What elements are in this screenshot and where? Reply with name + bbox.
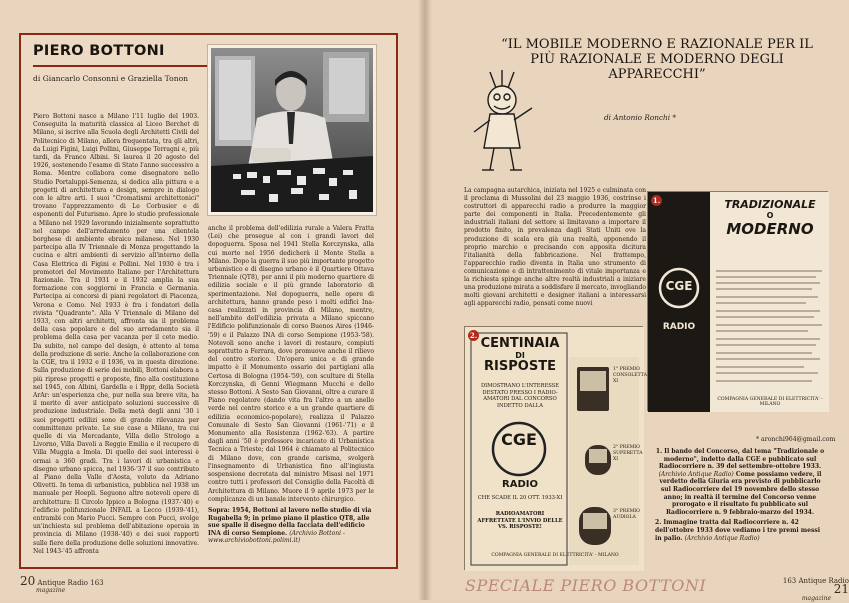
right-article-author: di Antonio Ronchi * — [604, 113, 677, 122]
note-1-extra: Come possiamo vedere, il verdetto della Giuria era previsto di pubblicarlo sul Radiocorriere del 19 novembre dello stesso anno; in realtà il termine del Concorso venne prorogato e il risultato fu pubblicato sul Radiocorriere n. 9 febbraio-marzo del 1934. — [659, 470, 822, 516]
article-authors: di Giancarlo Consonni e Graziella Tonon — [33, 74, 189, 83]
prize-2-label: 2° PREMIO — [613, 445, 640, 450]
ad2-brand-word: RADIO — [662, 322, 696, 332]
right-page-number: 21 — [833, 582, 849, 596]
ad1-prize-1 — [613, 367, 647, 385]
radio-mascot-illustration — [466, 68, 546, 176]
right-article-title: “IL MOBILE MODERNO E RAZIONALE PER IL PIÙ RAZIONALE E MODERNO DEGLI APPARECCHI” — [501, 37, 813, 82]
left-folio-magazine: Antique Radio 163 — [37, 579, 104, 587]
ad2-headline — [714, 198, 826, 238]
ad-number-badge: 2. — [469, 331, 478, 340]
left-folio — [20, 574, 104, 595]
ad1-prize-3 — [613, 509, 641, 521]
cge-centinaia-ad — [464, 326, 647, 570]
ad1-closing-2: RADIOAMATORI AFFRETTATE L'INVIO DELLE VS. RISPOSTE! — [477, 511, 563, 531]
title-rule — [33, 65, 211, 67]
ad2-brand: CGE — [665, 279, 693, 293]
ad1-prize-2 — [613, 445, 641, 463]
article-title: PIERO BOTTONI — [33, 43, 165, 59]
article-body-column-1: Piero Bottoni nasce a Milano l'11 luglio del 1903. Conseguita la maturità classica al Liceo Berchet di Milano, si iscrive alla Scuola degli Architetti Civili del Politecnico di Milano, allora frequentata, tra gli altri, da Luigi Figini, Luigi Pollini, Giuseppe Terragni e, più tardi, da Franco Albini. Si laurea il 20 agosto del 1926, sostenendo l'esame di Stato l'anno successivo a Roma. Mentre collabora come disegnatore nello Studio Portaluppi-Semenza, si dedica alla pittura e a progetti di architettura e design, sempre in dialogo con le altre arti. I suoi "Cromatismi architettonici" trovano l'apprezzamento di Le Corbusier e di esponenti del Futurismo. Apre lo studio professionale a Milano nel 1929 lavorando inizialmente soprattutto nel campo dell'arredamento per una clientela borghese di ambiente ebraico milanese. Nel 1930 partecipa alla IV Triennale di Monza progettando la cucina e altri ambienti di servizio all'interno della Casa Elettrica di Figini e Pollini. Nel 1930 è tra i promotori del Movimento Italiano per l'Architettura Razionale. Tra il 1931 e il 1932 amplia la sua formazione con soggiorni in Francia e Germania. Partecipa ai concorsi di piani regolatori di Piacenza, Verona e Como. Nel 1933 è fra i fondatori della rivista "Quadrante". Alla V Triennale di Milano del 1933, con altri architetti, affronta sia il problema della casa popolare e del suo arredamento sia il problema della casa per vacanza per il ceto medio. Da subito, nel campo del design, è attento al tema della produzione di serie. Anche la collaborazione con la CGE, tra il 1932 e il 1936, va in questa direzione. Sulla produzione di serie dei mobili, Bottoni elabora a più riprese progetti e proposte, fino alla costituzione nel 1945, con Albini, Gardella e i Bppr, della Società ArAr: un'esperienza che, pur nella sua breve vita, ha il merito di aver anticipato soluzioni successive di produzione industriale. Della metà degli anni '30 i suoi progetti edilizi sono di grande rilevanza per committenze private. Le sue case a Milano, tra cui quelle di via Mercadante, Villa dello Strologo a Livorno, Villa Davoli a Reggio Emilia e il recupero di Villa Muggia a Imola. Di quello dei suoi interessi è ormai a 360 gradi. Tra i lavori di urbanistica e disegno urbano spicca, nel 1936-'37 il suo contributo al Piano della Valle d'Aosta, voluto da Adriano Olivetti. In tema di urbanistica, pubblica nel 1938 un manuale per Hoepli. Seguono altre notevoli opere di architettura: Il Circolo Ippico a Bologna (1937-'40) e l'edificio polifunzionale INFAIL a Lecco (1939-'41), entrambi con Mario Pucci. Sempre con Pucci, svolge un'inchiesta sul problema dell'abitazione operaia in provincia di Milano (1938-'40) e dei suoi rapporti sulle fiere della produzione delle soluzioni innovative. Nel 1943-'45 affronta — [33, 113, 199, 555]
prize-2-name: SUPERETTA XI — [613, 451, 643, 462]
article-body-column-2: anche il problema dell'edilizia rurale a Valera Fratta (Lei) che prosegue al con i grandi lavori del dopoguerra. Sposa nel 1941 Stella Korczynska, alla cui morte nel 1956 dedicherà il Monte Stella a Milano. Dopo la guerra il suo più importante progetto urbanistico e di disegno urbano è il Quartiere Ottava Triennale (QT8), per anni il più moderno quartiere di edilizia sociale e il più grande laboratorio di sperimentazione. Nel dopoguerra, nelle opere di architettura, hanno grande peso i molti edifici Ina-casa realizzati in provincia di Milano, mentre, nell'ambito dell'edilizia privata a Milano spiccano l'Edificio polifunzionale di corso Buenos Aires (1946-'59) e il Palazzo INA di corso Sempione (1953-'58). Notevoli sono anche i lavori di restauro, compiuti soprattutto a Ferrara, dove promuove anche il rilievo del centro storico. Un'opera unica e di grande impatto è il Monumento ossario dei partigiani alla Certosa di Bologna (1954-'59), con sculture di Stella Korczynska, di Genni Wiegmann Mucchi e dello stesso Bottoni. A Sesto San Giovanni, oltre a curare il Piano regolatore (dando vita fra l'altro a un anello verde nel centro storico e a un grande quartiere di edilizia economico-popolare), realizza il Palazzo Comunale di Sesto San Giovanni (1961-'71) e il Monumento alla Resistenza (1962-'63). A partire dagli anni '50 è professore incaricato di Urbanistica Tecnica a Trieste; dal 1964 è chiamato al Politecnico di Milano dove, con grande carisma, svolgerà l'insegnamento di Urbanistica fino all'ingiusta sospensione decretata dal ministro Misasi nel 1971 contro tutti i professori del Consiglio della Facoltà di Architettura di Milano. Muore il 9 aprile 1973 per le complicanze di un banale intervento chirurgico. — [208, 225, 374, 503]
page-gutter — [418, 0, 432, 600]
note-2-source: (Archivio Antique Radio) — [684, 534, 760, 542]
ad1-subtext: DIMOSTRANO L'INTERESSE DESTATO PRESSO I RADIO-AMATORI DAL CONCORSO INDETTO DALLA — [480, 383, 560, 409]
right-folio — [772, 577, 849, 603]
ad1-brand: CGE — [501, 430, 537, 449]
mascot-icon — [466, 68, 546, 176]
ad1-brand-word: RADIO — [502, 479, 538, 490]
ad2-headline-2: O — [766, 211, 774, 220]
ad1-headline — [477, 337, 563, 374]
prize-3-label: 3° PREMIO — [613, 509, 640, 514]
ad2-footer: COMPAGNIA GENERALE DI ELETTRICITA' - MILANO — [717, 397, 823, 407]
ad1-headline-2: DI — [515, 351, 525, 360]
ad2-headline-1: TRADIZIONALE — [724, 198, 816, 211]
note-2-text: 2. Immagine tratta dal Radiocorriere n. 42 dell'ottobre 1933 dove vediamo i tre premi messi in palio. — [655, 519, 820, 542]
caption-source: (Archivio Bottoni - www.archiviobottoni.polimi.it) — [208, 529, 345, 545]
prize-1-label: 1° PREMIO — [613, 367, 640, 372]
image-notes — [655, 448, 825, 545]
note-1 — [655, 448, 825, 516]
prize-3-name: AUDIOLA — [613, 515, 636, 520]
caption-text: Sopra: 1954, Bottoni al lavoro nello studio di via Rugabella 9; in primo piano il plastico QT8, alle sue spalle il disegno della facciata dell'edificio INA di corso Sempione. — [208, 507, 372, 537]
author-email: * aronchi964@gmail.com — [756, 436, 836, 443]
ad1-footer: COMPAGNIA GENERALE DI ELETTRICITA' - MILANO — [491, 553, 619, 558]
right-folio-magazine: 163 Antique Radio — [782, 577, 849, 585]
right-folio-sub: magazine — [801, 595, 831, 602]
bottoni-article-box — [19, 33, 398, 569]
bottoni-photo-image — [211, 48, 373, 212]
photo-caption — [208, 507, 374, 545]
left-page-number: 20 — [20, 574, 36, 588]
section-banner: SPECIALE PIERO BOTTONI — [465, 576, 707, 595]
bottoni-photo — [208, 45, 376, 215]
note-2 — [655, 519, 825, 542]
ad2-headline-3: MODERNO — [726, 220, 814, 238]
prize-1-name: CONSOLETTA XI — [613, 373, 647, 384]
cge-tradizionale-ad — [647, 191, 828, 411]
left-folio-sub: magazine — [36, 587, 66, 594]
note-1-source: (Archivio Antique Radio) — [658, 470, 734, 478]
right-article-body: La campagna autarchica, iniziata nel 1925 e culminata con il proclama di Mussolini del 23 maggio 1936, costrinse i costruttori di apparecchi radio a produrre la maggior parte dei componenti in Italia. Precedentemente gli industriali italiani del settore si limitavano a importare il prodotto finito, in prevalenza dagli Stati Uniti ove la produzione di scala era già una realtà, apponendo il proprio marchio e precisando con apposita dicitura l'italianità della fabbricazione. Nel frattempo, l'apparecchio radio diventa in Italia uno strumento di comunicazione e di intrattenimento di vitale importanza e la richiesta spinge anche altre realtà industriali a iniziare una produzione mirata a soddisfare il mercato, invogliando molti giovani architetti e designer italiani a interessarsi agli apparecchi radio, pensati come nuovi — [464, 187, 646, 308]
ad-number-badge-2: 1. — [652, 196, 661, 205]
ad1-headline-1: CENTINAIA — [480, 336, 560, 351]
ad1-headline-3: RISPOSTE — [484, 359, 556, 374]
ad1-closing: CHE SCADE IL 20 OTT. 1933-XI — [477, 495, 563, 501]
note-1-text: 1. Il bando del Concorso, dal tema "Tradizionale o moderno", indetto dalla CGE e pubblicato sul Radiocorriere n. 39 del settembre-ottobre 1933. — [655, 448, 825, 471]
